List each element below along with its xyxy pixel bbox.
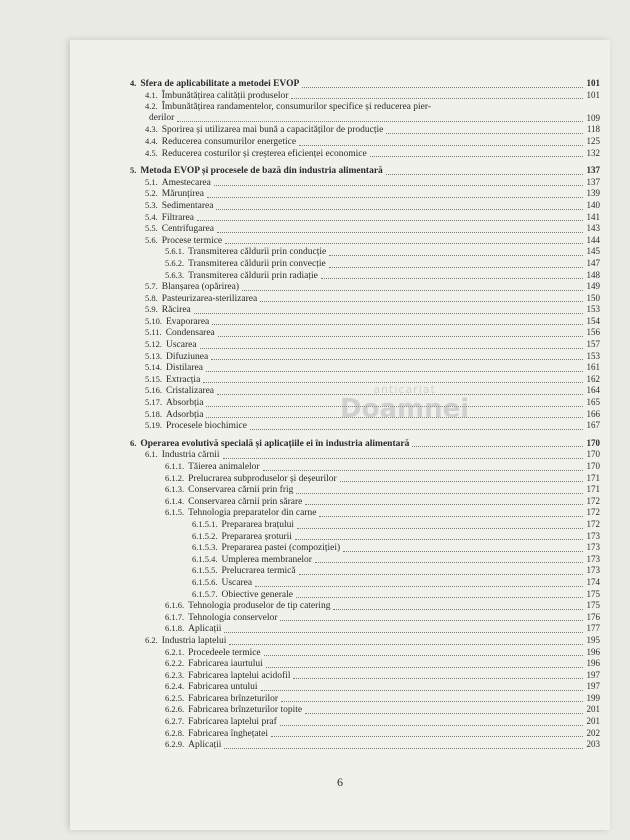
toc-page-number: 172 — [586, 495, 600, 506]
toc-leader-dots — [223, 456, 583, 459]
toc-entry — [130, 258, 600, 270]
toc-leader-dots — [319, 514, 582, 517]
toc-page-number: 195 — [586, 634, 600, 645]
toc-entry — [130, 90, 600, 102]
toc-entry-number: 6.1.5.4. — [192, 553, 218, 564]
toc-leader-dots — [260, 299, 582, 302]
toc-chapter-heading — [130, 78, 600, 90]
toc-page-number: 140 — [586, 199, 600, 210]
toc-chapter-heading — [130, 165, 600, 177]
toc-entry — [130, 188, 600, 200]
toc-entry-number: 5.6. — [145, 234, 158, 245]
toc-entry-number: 6.2. — [145, 634, 158, 645]
watermark-line1: anticariat — [373, 383, 436, 396]
toc-entry — [130, 507, 600, 519]
toc-leader-dots — [315, 560, 583, 563]
toc-page-number: 154 — [586, 315, 600, 326]
toc-entry-title: Metoda EVOP și procesele de bază din industria alimentară — [140, 166, 383, 177]
toc-leader-dots — [264, 653, 583, 656]
toc-entry-title: Fabricarea brînzeturilor — [188, 693, 279, 704]
toc-entry — [130, 246, 600, 258]
toc-leader-dots — [229, 642, 582, 645]
toc-leader-dots — [212, 322, 582, 325]
toc-entry-number: 5.6.3. — [165, 269, 185, 280]
toc-entry-title: Cristalizarea — [166, 386, 215, 397]
toc-page-number: 172 — [586, 518, 600, 529]
toc-leader-dots — [329, 253, 582, 256]
toc-page-number: 171 — [586, 472, 600, 483]
toc-entry-title: Extracția — [166, 374, 201, 385]
toc-leader-dots — [281, 699, 582, 702]
toc-entry-title: Conservarea cărnii prin frig — [188, 485, 294, 496]
toc-chapter-heading — [130, 438, 600, 450]
toc-entry-title: derilor — [149, 112, 175, 123]
toc-leader-dots — [297, 526, 582, 529]
toc-page-number: 201 — [586, 716, 600, 727]
toc-page-number: 203 — [586, 739, 600, 750]
toc-page-number: 101 — [586, 89, 600, 100]
toc-entry-number: 5.4. — [145, 211, 158, 222]
toc-entry — [130, 728, 600, 740]
toc-entry-number: 5.10. — [145, 315, 162, 326]
toc-entry — [130, 304, 600, 316]
toc-entry-number: 5.14. — [145, 362, 162, 373]
toc-entry — [130, 212, 600, 224]
toc-entry-title: Mărunțirea — [161, 189, 204, 200]
toc-leader-dots — [177, 119, 582, 122]
toc-leader-dots — [291, 96, 582, 99]
toc-leader-dots — [340, 479, 583, 482]
toc-entry-number: 6.1.6. — [165, 600, 185, 611]
toc-entry-title: Pasteurizarea-sterilizarea — [161, 293, 258, 304]
toc-entry — [130, 461, 600, 473]
toc-entry-number: 6.1.5.6. — [192, 576, 218, 587]
toc-page-number: 197 — [586, 669, 600, 680]
toc-entry-number: 5.19. — [145, 420, 162, 431]
toc-entry — [130, 270, 600, 282]
toc-leader-dots — [293, 676, 582, 679]
toc-entry-number: 5.13. — [145, 350, 162, 361]
toc-entry — [130, 235, 600, 247]
toc-entry-title: Uscarea — [166, 340, 197, 351]
toc-page-number: 170 — [586, 437, 600, 448]
toc-entry-title: Procedeele termice — [188, 647, 261, 658]
toc-entry-title: Prepararea brațului — [221, 519, 295, 530]
toc-entry-title: Fabricarea înghețatei — [188, 728, 269, 739]
toc-page-number: 197 — [586, 681, 600, 692]
toc-entry — [130, 693, 600, 705]
toc-page-number: 202 — [586, 727, 600, 738]
toc-page-number: 199 — [586, 692, 600, 703]
toc-entry-title: Fabricarea laptelui acidofil — [188, 670, 291, 681]
toc-leader-dots — [224, 630, 582, 633]
toc-page-number: 196 — [586, 646, 600, 657]
toc-entry-title: Sedimentarea — [161, 200, 214, 211]
toc-entry-title: Fabricarea laptelui praf — [188, 717, 277, 728]
toc-entry — [130, 658, 600, 670]
toc-entry-number: 6.1.1. — [165, 461, 185, 471]
toc-entry-number: 5.9. — [145, 304, 158, 315]
toc-page-number: 176 — [586, 611, 600, 622]
toc-entry-title: Amestecarea — [161, 177, 211, 188]
toc-entry-title: Transmiterea căldurii prin conducție — [188, 247, 327, 258]
toc-entry-number: 5. — [130, 165, 137, 176]
toc-entry-title: Aplicații — [188, 624, 222, 635]
toc-page-number: 145 — [586, 246, 600, 257]
toc-entry — [130, 113, 600, 125]
toc-entry-title: Sfera de aplicabilitate a metodei EVOP — [140, 79, 300, 89]
toc-leader-dots — [197, 218, 583, 221]
toc-leader-dots — [214, 183, 583, 186]
toc-page-number: 173 — [586, 553, 600, 564]
toc-page-number: 170 — [586, 461, 600, 471]
toc-page-number: 165 — [586, 397, 600, 408]
toc-entry-number: 4.5. — [145, 147, 158, 158]
toc-entry-title: Industria laptelui — [161, 635, 227, 646]
toc-entry-title: Obiective generale — [221, 589, 293, 600]
toc-entry-title: Prelucrarea termică — [221, 566, 296, 577]
toc-leader-dots — [412, 444, 582, 447]
toc-leader-dots — [299, 572, 583, 575]
toc-entry — [130, 577, 600, 589]
toc-entry-number: 6.2.7. — [165, 716, 185, 727]
toc-entry-number: 4.2. — [145, 101, 158, 112]
toc-entry — [130, 484, 600, 496]
toc-page-number: 153 — [586, 350, 600, 361]
toc-leader-dots — [299, 143, 582, 146]
toc-entry — [130, 612, 600, 624]
toc-entry-number: 5.16. — [145, 385, 162, 396]
toc-page-number: 132 — [586, 147, 600, 158]
toc-entry-number: 4.1. — [145, 89, 158, 100]
toc-entry — [130, 519, 600, 531]
toc-page-number: 166 — [586, 408, 600, 419]
toc-leader-dots — [343, 549, 582, 552]
toc-entry-number: 5.5. — [145, 223, 158, 234]
toc-leader-dots — [242, 288, 582, 291]
toc-leader-dots — [305, 711, 582, 714]
toc-page-number: 173 — [586, 565, 600, 576]
toc-entry — [130, 716, 600, 728]
toc-entry — [130, 600, 600, 612]
toc-page-number: 162 — [586, 373, 600, 384]
toc-entry-number: 5.6.2. — [165, 257, 185, 268]
toc-entry-number: 5.12. — [145, 339, 162, 350]
toc-leader-dots — [255, 584, 582, 587]
toc-entry — [130, 647, 600, 659]
toc-entry-number: 5.18. — [145, 408, 162, 419]
toc-entry-number: 6.1.7. — [165, 611, 185, 622]
toc-leader-dots — [386, 131, 583, 134]
toc-entry — [130, 339, 600, 351]
toc-page-number: 196 — [586, 658, 600, 669]
toc-entry — [130, 177, 600, 189]
toc-page-number: 109 — [586, 112, 600, 123]
toc-entry — [130, 136, 600, 148]
toc-entry-number: 6.2.9. — [165, 739, 185, 750]
toc-entry-number: 5.8. — [145, 292, 158, 303]
toc-entry-number: 6.1.5.1. — [192, 518, 218, 529]
toc-entry — [130, 223, 600, 235]
toc-entry — [130, 362, 600, 374]
toc-entry-title: Difuziunea — [166, 351, 209, 362]
toc-leader-dots — [295, 537, 583, 540]
toc-leader-dots — [370, 154, 583, 157]
toc-entry-title: Îmbunătățirea calității produselor — [161, 90, 289, 101]
toc-page-number: 101 — [586, 78, 600, 88]
toc-page-number: 201 — [586, 704, 600, 715]
toc-entry-number: 6.1.5. — [165, 507, 185, 518]
toc-entry-title: Filtrarea — [161, 212, 194, 223]
toc-entry-title: Prepararea pastei (compoziției) — [221, 543, 341, 554]
toc-entry-title: Procesele biochimice — [166, 421, 247, 432]
toc-page-number: 175 — [586, 588, 600, 599]
toc-entry-title: Prepararea șroturii — [221, 531, 292, 542]
toc-entry-title: Aplicații — [188, 740, 222, 751]
toc-entry-number: 4.4. — [145, 135, 158, 146]
toc-entry-title: Tăierea animalelor — [188, 462, 260, 472]
toc-entry-title: Blanșarea (opărirea) — [161, 282, 240, 293]
toc-entry-title: Răcirea — [161, 305, 191, 316]
toc-entry-title: Umplerea membranelor — [221, 554, 312, 565]
toc-page-number: 175 — [586, 600, 600, 611]
toc-entry-number: 6.1.8. — [165, 623, 185, 634]
toc-leader-dots — [321, 276, 583, 279]
toc-leader-dots — [305, 502, 582, 505]
book-page — [70, 40, 610, 830]
toc-entry-title: Sporirea și utilizarea mai bună a capacităților de producție — [161, 125, 384, 136]
toc-entry-title: Reducerea costurilor și creșterea eficienței economice — [161, 148, 367, 159]
toc-page-number: 164 — [586, 385, 600, 396]
toc-page-number: 125 — [586, 135, 600, 146]
toc-entry-title: Tehnologia preparatelor din carne — [188, 508, 317, 519]
toc-entry — [130, 316, 600, 328]
toc-leader-dots — [216, 207, 582, 210]
toc-entry-number: 6.2.5. — [165, 692, 185, 703]
toc-entry-number: 6.1.5.3. — [192, 542, 218, 553]
toc-page-number: 170 — [586, 449, 600, 460]
toc-page-number: 157 — [586, 339, 600, 350]
toc-entry-number: 4.3. — [145, 124, 158, 135]
toc-entry-title: Uscarea — [221, 577, 253, 588]
toc-entry — [130, 704, 600, 716]
toc-entry-title: Fabricarea iaurtului — [188, 659, 263, 670]
toc-page-number: 172 — [586, 507, 600, 518]
toc-leader-dots — [194, 311, 583, 314]
watermark-logo — [340, 383, 469, 422]
toc-entry-number: 6.2.2. — [165, 658, 185, 669]
toc-leader-dots — [225, 241, 582, 244]
toc-entry-number: 5.15. — [145, 373, 162, 384]
toc-entry-title: Tehnologia conservelor — [188, 612, 278, 623]
toc-leader-dots — [218, 334, 583, 337]
toc-entry — [130, 554, 600, 566]
toc-leader-dots — [263, 468, 583, 471]
toc-entry-title: Adsorbția — [166, 409, 204, 420]
toc-entry-number: 5.17. — [145, 397, 162, 408]
toc-page-number: 150 — [586, 292, 600, 303]
toc-page-number: 143 — [586, 223, 600, 234]
toc-entry — [130, 293, 600, 305]
toc-page-number: 141 — [586, 211, 600, 222]
toc-entry-number: 6.2.3. — [165, 669, 185, 680]
toc-entry-number: 6. — [130, 437, 137, 448]
toc-entry — [130, 496, 600, 508]
toc-page-number: 149 — [586, 281, 600, 292]
toc-entry-number: 6.2.4. — [165, 681, 185, 692]
toc-page-number: 161 — [586, 362, 600, 373]
toc-entry-number: 6.1.5.7. — [192, 588, 218, 599]
toc-leader-dots — [280, 618, 582, 621]
toc-entry-number: 6.1. — [145, 449, 158, 460]
toc-entry-title: Fabricarea untului — [188, 682, 258, 693]
toc-leader-dots — [302, 85, 582, 88]
toc-entry-title: Transmiterea căldurii prin radiație — [188, 270, 318, 281]
toc-leader-dots — [224, 746, 582, 749]
toc-page-number: 156 — [586, 327, 600, 338]
toc-page-number: 144 — [586, 234, 600, 245]
toc-entry-number: 5.2. — [145, 188, 158, 199]
toc-page-number: 177 — [586, 623, 600, 634]
toc-page-number: 137 — [586, 165, 600, 176]
toc-leader-dots — [333, 607, 582, 610]
toc-leader-dots — [329, 265, 583, 268]
toc-entry-title: Transmiterea căldurii prin convecție — [188, 258, 326, 269]
toc-entry — [130, 589, 600, 601]
toc-entry-number: 6.1.5.5. — [192, 565, 218, 576]
toc-entry — [130, 449, 600, 461]
toc-leader-dots — [266, 665, 583, 668]
toc-entry-title: Absorbția — [166, 398, 204, 409]
toc-entry — [130, 670, 600, 682]
toc-page-number: 139 — [586, 188, 600, 199]
toc-leader-dots — [296, 491, 582, 494]
toc-page-number: 173 — [586, 542, 600, 553]
toc-page-number: 118 — [586, 124, 600, 135]
toc-entry-number: 5.7. — [145, 281, 158, 292]
toc-leader-dots — [200, 346, 583, 349]
toc-entry-title: Procese termice — [161, 235, 223, 246]
toc-entry — [130, 739, 600, 751]
toc-entry-title: Prelucrarea subproduselor și deșeurilor — [188, 473, 337, 484]
toc-entry-number: 6.1.5.2. — [192, 530, 218, 541]
toc-page-number: 174 — [586, 576, 600, 587]
toc-leader-dots — [250, 427, 583, 430]
toc-entry-title: Îmbunătățirea randamentelor, consumurilor specifice și reducerea pier- — [161, 102, 432, 113]
toc-leader-dots — [280, 723, 583, 726]
toc-entry — [130, 623, 600, 635]
toc-entry-number: 6.2.1. — [165, 646, 185, 657]
toc-entry-title: Operarea evolutivă specială și aplicațiile ei în industria alimentară — [140, 438, 410, 449]
toc-entry-number: 6.1.4. — [165, 495, 185, 506]
toc-entry — [130, 473, 600, 485]
toc-entry-title: Conservarea cărnii prin sărare — [188, 496, 303, 507]
toc-leader-dots — [211, 357, 582, 360]
toc-entry — [130, 148, 600, 160]
toc-entry — [130, 531, 600, 543]
toc-entry-number: 5.3. — [145, 199, 158, 210]
toc-entry-title: Centrifugarea — [161, 224, 214, 235]
toc-entry-title: Tehnologia produselor de tip catering — [188, 601, 331, 612]
toc-page-number: 148 — [586, 269, 600, 280]
toc-leader-dots — [207, 195, 583, 198]
toc-leader-dots — [296, 595, 583, 598]
toc-entry-number: 6.1.2. — [165, 472, 185, 483]
toc-leader-dots — [261, 688, 583, 691]
toc-entry — [130, 200, 600, 212]
toc-entry-number: 6.2.6. — [165, 704, 185, 715]
page-number: 6 — [337, 775, 343, 789]
toc-entry — [130, 124, 600, 136]
toc-entry-number: 5.11. — [145, 327, 162, 338]
toc-entry — [130, 101, 600, 113]
toc-entry-title: Industria cărnii — [161, 450, 220, 461]
toc-entry-number: 4. — [130, 78, 137, 88]
toc-entry-number: 6.2.8. — [165, 727, 185, 738]
watermark-line2: Doamnei — [340, 394, 470, 424]
toc-leader-dots — [386, 172, 583, 175]
toc-entry-number: 6.1.3. — [165, 484, 185, 495]
toc-entry-title: Reducerea consumurilor energetice — [161, 136, 297, 147]
toc-page-number: 137 — [586, 176, 600, 187]
toc-entry — [130, 327, 600, 339]
toc-entry-number: 5.6.1. — [165, 246, 185, 257]
toc-page-number: 153 — [586, 304, 600, 315]
toc-entry-title: Evaporarea — [166, 316, 210, 327]
toc-entry — [130, 351, 600, 363]
toc-entry-number: 5.1. — [145, 176, 158, 187]
toc-entry-title: Fabricarea brînzeturilor topite — [188, 705, 303, 716]
toc-page-number: 171 — [586, 484, 600, 495]
toc-leader-dots — [217, 230, 583, 233]
toc-page-number: 147 — [586, 257, 600, 268]
toc-page-number: 173 — [586, 530, 600, 541]
toc-entry-title: Condensarea — [165, 328, 215, 339]
toc-page-number: 167 — [586, 420, 600, 431]
toc-entry — [130, 681, 600, 693]
toc-entry — [130, 542, 600, 554]
toc-entry — [130, 565, 600, 577]
toc-entry-title: Distilarea — [166, 363, 203, 374]
toc-entry — [130, 635, 600, 647]
toc-leader-dots — [271, 734, 582, 737]
toc-leader-dots — [206, 369, 583, 372]
toc-entry — [130, 281, 600, 293]
